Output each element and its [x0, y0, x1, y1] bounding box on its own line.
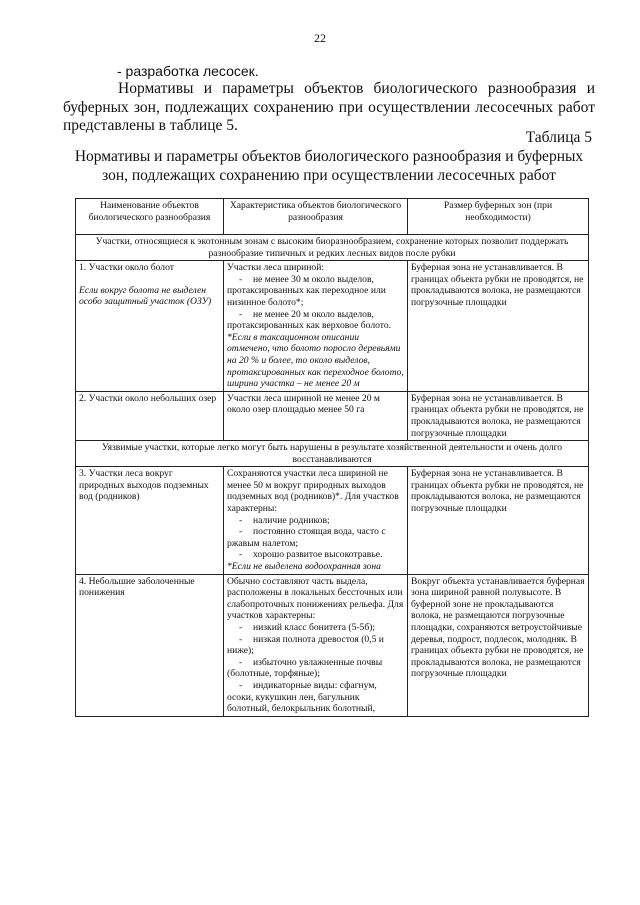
row-name: 4. Небольшие заболоченные понижения — [76, 574, 224, 716]
characteristics-list — [227, 274, 404, 332]
table-row — [76, 261, 589, 392]
characteristics-intro: Сохраняются участки леса шириной не менее 50 м вокруг природных выходов подземных вод (родников)*. Для участков характерны: — [227, 468, 399, 515]
row-buffer: Вокруг объекта устанавливается буферная зона шириной равной полувысоте. В буферной зоне не прокладываются волока, не размещаются погрузочные площадки, сохраняются ветроустойчивые деревья, подрост, подлесок, молодняк. В границах объекта рубки не проводятся, не прокладываются волока, не размещаются погрузочные площадки — [408, 574, 589, 716]
list-item: - не менее 20 м около выделов, протаксированных как верховое болото. — [227, 309, 404, 332]
row-name-note: Если вокруг болота не выделен особо защитный участок (ОЗУ) — [79, 284, 212, 308]
table-caption: Таблица 5 — [525, 129, 592, 146]
row-characteristics-cell — [224, 467, 408, 574]
row-buffer-cell: Буферная зона не устанавливается. В границах объекта рубки не проводятся, не прокладываются волока, не размещаются погрузочные площадки — [408, 261, 589, 392]
list-item: - индикаторные виды: сфагнум, осоки, кукушкин лен, багульник болотный, белокрыльник болотный, — [227, 680, 404, 715]
table-row — [76, 467, 589, 574]
characteristics-list — [227, 515, 404, 561]
row-characteristics-cell — [224, 261, 408, 392]
table-title: Нормативы и параметры объектов биологического разнообразия и буферных зон, подлежащих сохранению при осуществлении лесосечных работ — [74, 148, 584, 184]
row-name: 1. Участки около болот — [79, 262, 174, 274]
characteristics-note: *Если не выделена водоохранная зона — [227, 561, 381, 573]
row-buffer: Буферная зона не устанавливается. В границах объекта рубки не проводятся, не прокладываются волока, не размещаются погрузочные площадки — [408, 391, 589, 440]
characteristics-intro: Обычно составляют часть выдела, расположены в локальных бессточных или слабопроточных понижениях рельефа. Для участков характерны: — [227, 575, 404, 622]
row-name: 3. Участки леса вокруг природных выходов подземных вод (родников) — [76, 467, 224, 574]
header-buffer: Размер буферных зон (при необходимости) — [408, 199, 589, 235]
list-item: - низкая полнота древостоя (0,5 и ниже); — [227, 634, 404, 657]
header-name: Наименование объектов биологического разнообразия — [76, 199, 224, 235]
list-item: - не менее 30 м около выделов, протаксированных как переходное или низинное болото*; — [227, 274, 404, 309]
table-row — [76, 574, 589, 716]
characteristics-list — [227, 622, 404, 715]
list-item: - низкий класс бонитета (5-5б); — [227, 622, 404, 634]
section-row — [76, 441, 589, 467]
row-name-cell — [76, 261, 224, 392]
characteristics-intro: Участки леса шириной: — [227, 262, 325, 274]
header-characteristics: Характеристика объектов биологического разнообразия — [224, 199, 408, 235]
characteristics-note: *Если в таксационном описании отмечено, что болото поросло деревьями на 20 % и более, то около выделов, протаксированных как переходное болото, ширина участка – не менее 20 м — [227, 331, 404, 390]
page-number: 22 — [314, 31, 326, 45]
row-name: 2. Участки около небольших озер — [76, 391, 224, 440]
row-characteristics-cell — [224, 574, 408, 716]
bullet-item: - разработка лесосек. — [117, 63, 259, 79]
section-title-ecotone: Участки, относящиеся к экотонным зонам с высоким биоразнообразием, сохранение которых позволит поддержать разнообразие типичных и редких лесных видов после рубки — [76, 235, 589, 261]
list-item: - избыточно увлажненные почвы (болотные, торфяные); — [227, 657, 404, 680]
norms-table — [75, 198, 589, 717]
list-item: - наличие родников; — [227, 515, 404, 527]
intro-paragraph: Нормативы и параметры объектов биологического разнообразия и буферных зон, подлежащих сохранению при осуществлении лесосечных работ представлены в таблице 5. — [63, 80, 595, 134]
list-item: - постоянно стоящая вода, часто с ржавым налетом; — [227, 526, 404, 549]
section-row — [76, 235, 589, 261]
list-item: - хорошо развитое высокотравье. — [227, 549, 404, 561]
table-header-row — [76, 199, 589, 235]
row-buffer: Буферная зона не устанавливается. В границах объекта рубки не проводятся, не прокладываются волока, не размещаются погрузочные площадки — [408, 467, 589, 574]
row-characteristics: Участки леса шириной не менее 20 м около озер площадью менее 50 га — [224, 391, 408, 440]
section-title-vulnerable: Уязвимые участки, которые легко могут быть нарушены в результате хозяйственной деятельности и очень долго восстанавливаются — [76, 441, 589, 467]
table-row — [76, 391, 589, 440]
